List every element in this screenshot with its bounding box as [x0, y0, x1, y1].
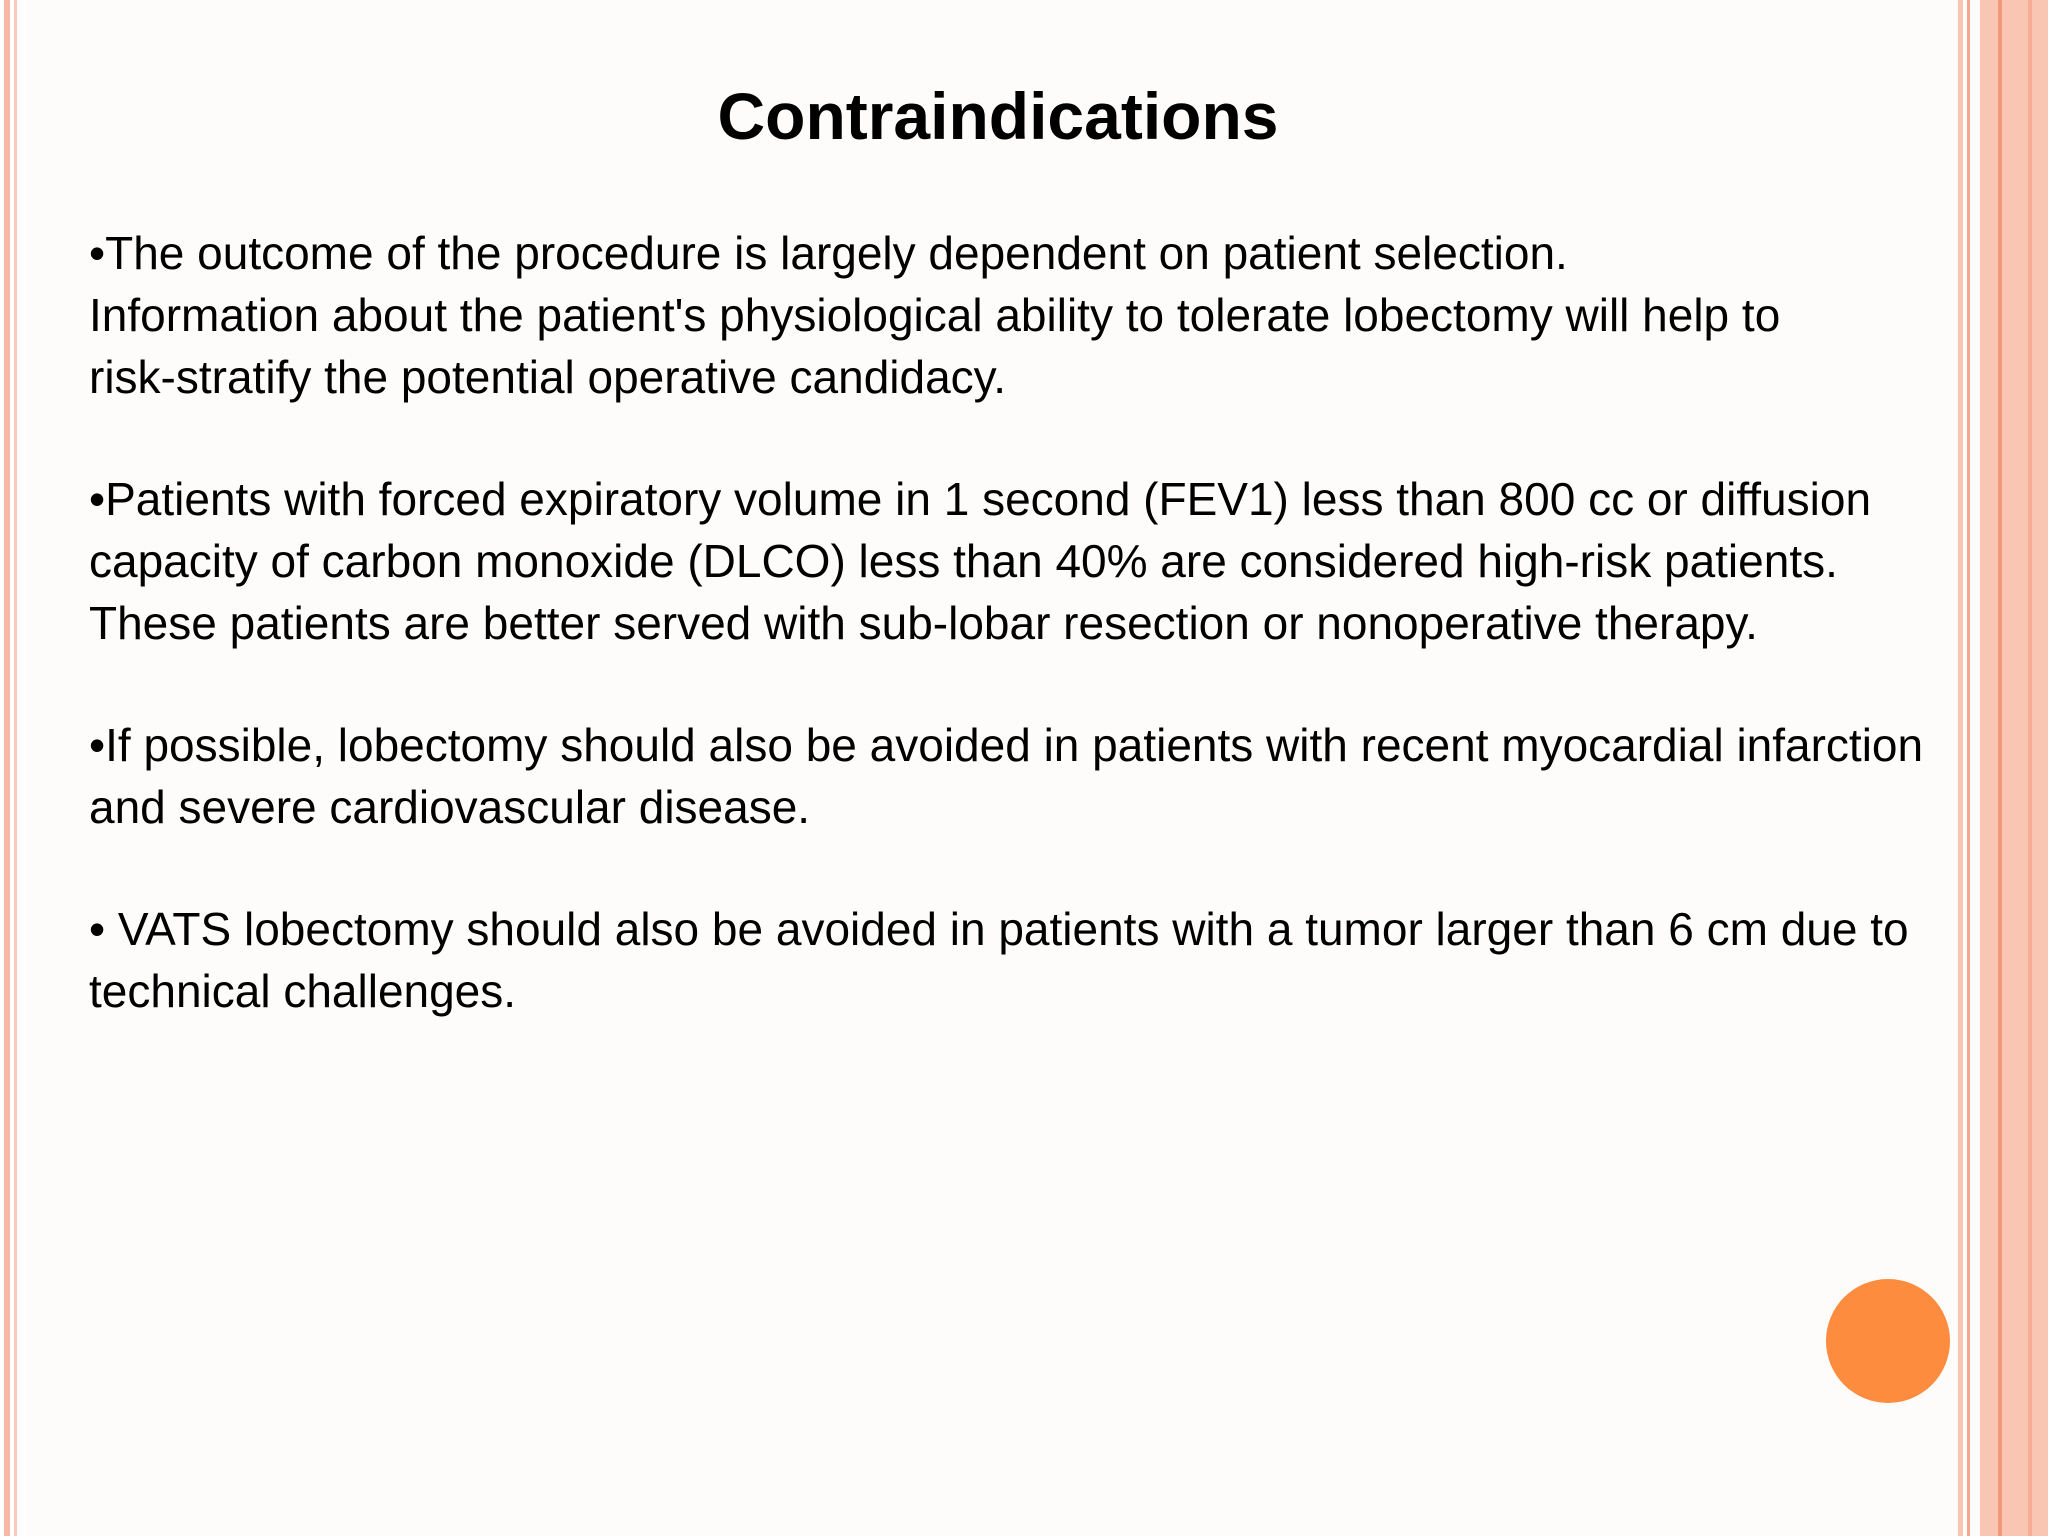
orange-circle-decoration [1826, 1279, 1950, 1403]
right-border-stripe [1998, 0, 2002, 1536]
bullet-item: •If possible, lobectomy should also be avoided in patients with recent myocardial infarction and severe cardiovascular disease. [89, 719, 1924, 833]
left-border-stripe-thin [14, 0, 17, 1536]
bullet-item: •Patients with forced expiratory volume in 1 second (FEV1) less than 800 cc or diffusion capacity of carbon monoxide (DLCO) less than 40% are considered high-risk patients. These patients are better served with sub-lobar resection or nonoperative therapy. [89, 473, 1872, 649]
left-border-stripe [4, 0, 10, 1536]
right-border-band [1980, 0, 2048, 1536]
bullet-item: • VATS lobectomy should also be avoided in patients with a tumor larger than 6 cm due to technical challenges. [89, 903, 1909, 1017]
right-border-stripe [2028, 0, 2032, 1536]
right-border-stripe [1958, 0, 1963, 1536]
left-decorative-border [0, 0, 26, 1536]
bullet-item: •The outcome of the procedure is largely dependent on patient selection. Information about the patient's physiological ability to tolerate lobectomy will help to risk-stratify the potential operative candidacy. [89, 227, 1781, 403]
slide-body [89, 222, 1969, 1082]
right-decorative-border [1958, 0, 2048, 1536]
slide-title: Contraindications [717, 79, 1279, 153]
right-border-stripe [1967, 0, 1970, 1536]
